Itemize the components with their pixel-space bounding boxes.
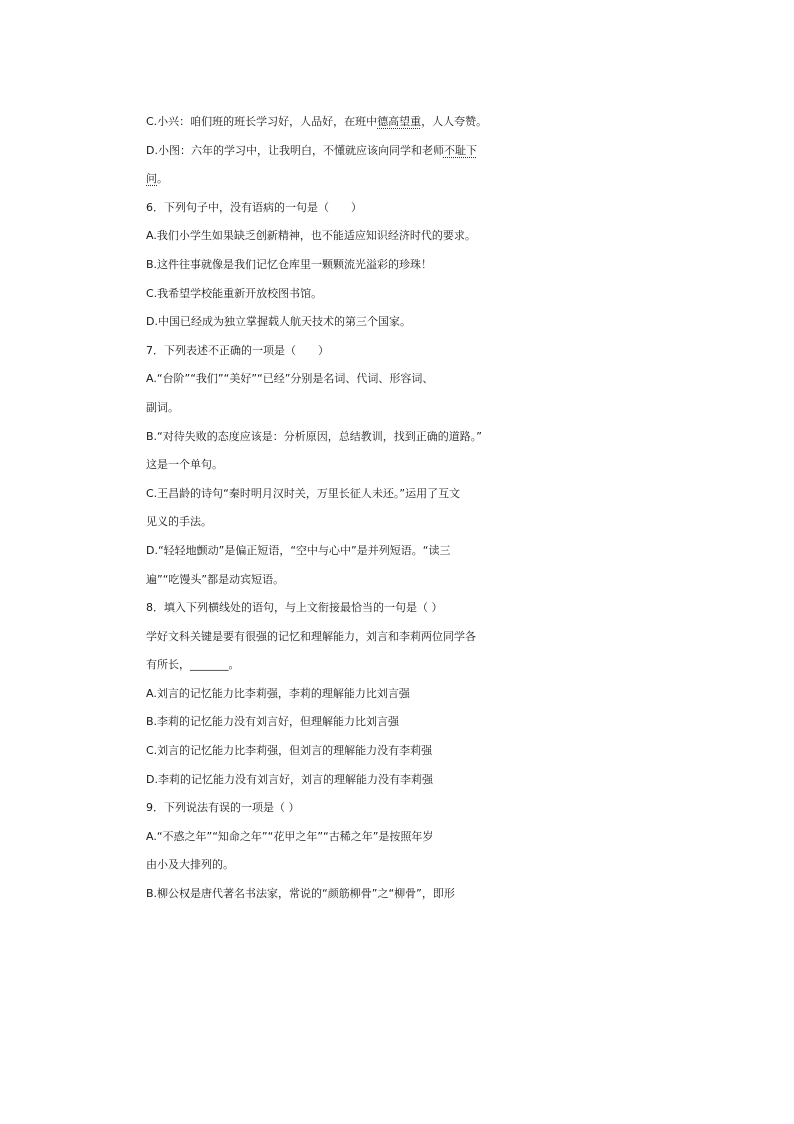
text-line	[146, 651, 486, 680]
line-text: 7．下列表述不正确的一项是（ ）	[146, 343, 329, 357]
text-line	[146, 108, 486, 137]
line-text: A.“不惑之年”“知命之年”“花甲之年”“古稀之年”是按照年岁	[146, 829, 434, 843]
line-text: B.“对待失败的态度应该是：分析原因，总结教训，找到正确的道路。”	[146, 429, 482, 443]
line-text: C.小兴：咱们班的班长学习好，人品好，在班中	[146, 115, 378, 128]
line-text: 有所长，_______。	[146, 658, 240, 672]
text-line	[146, 537, 486, 566]
text-line	[146, 594, 486, 623]
text-line	[146, 508, 486, 537]
line-text: D.“轻轻地颤动”是偏正短语，“空中与心中”是并列短语。“读三	[146, 543, 451, 557]
text-line	[146, 280, 486, 309]
text-line	[146, 480, 486, 509]
text-line	[146, 365, 486, 394]
text-line	[146, 708, 486, 737]
line-text: B.这件往事就像是我们记忆仓库里一颗颗流光溢彩的珍珠！	[146, 257, 433, 271]
text-line	[146, 880, 486, 909]
line-text: ，人人夸赞。	[421, 115, 488, 128]
line-text: D.小图：六年的学习中，让我明白，不懂就应该向同学和老师	[146, 143, 444, 157]
line-text: 这是一个单句。	[146, 458, 223, 472]
line-text: B.柳公权是唐代著名书法家，常说的“颜筋柳骨”之“柳骨”，即形	[146, 887, 455, 901]
text-line	[146, 737, 486, 766]
line-text: C.我希望学校能重新开放校图书馆。	[146, 286, 323, 300]
text-line	[146, 337, 486, 366]
text-line	[146, 251, 486, 280]
emphasized-word: 德高望重	[377, 115, 422, 128]
line-text: 遍”“吃馒头”都是动宾短语。	[146, 572, 285, 586]
text-line	[146, 222, 486, 251]
line-text: 。	[157, 172, 168, 186]
exam-text-block	[146, 108, 486, 909]
line-text: 9．下列说法有误的一项是（ ）	[146, 801, 300, 815]
line-text: D.中国已经成为独立掌握载人航天技术的第三个国家。	[146, 315, 411, 329]
line-text: A.刘言的记忆能力比李莉强，李莉的理解能力比刘言强	[146, 686, 410, 700]
text-line	[146, 823, 486, 852]
line-text: 8．填入下列横线处的语句，与上文衔接最恰当的一句是（ ）	[146, 601, 443, 615]
line-text: A.“台阶”“我们”“美好”“已经”分别是名词、代词、形容词、	[146, 372, 434, 386]
line-text: D.李莉的记忆能力没有刘言好，刘言的理解能力没有李莉强	[146, 772, 433, 786]
line-text: 学好文科关键是要有很强的记忆和理解能力，刘言和李莉两位同学各	[146, 629, 476, 643]
line-text: 6．下列句子中，没有语病的一句是（ ）	[146, 200, 362, 214]
text-line	[146, 680, 486, 709]
text-line	[146, 623, 486, 652]
text-line	[146, 451, 486, 480]
text-line	[146, 566, 486, 595]
line-text: C.刘言的记忆能力比李莉强，但刘言的理解能力没有李莉强	[146, 744, 433, 758]
line-text: 由小及大排列的。	[146, 858, 234, 872]
line-text: 副词。	[146, 400, 179, 414]
text-line	[146, 851, 486, 880]
line-text: B.李莉的记忆能力没有刘言好，但理解能力比刘言强	[146, 715, 400, 729]
emphasized-word: 不耻下	[443, 143, 477, 157]
text-line	[146, 194, 486, 223]
text-line	[146, 794, 486, 823]
line-text: 见义的手法。	[146, 515, 212, 529]
text-line	[146, 394, 486, 423]
text-line	[146, 766, 486, 795]
emphasized-word: 问	[146, 172, 157, 186]
line-text: A.我们小学生如果缺乏创新精神，也不能适应知识经济时代的要求。	[146, 229, 476, 243]
text-line	[146, 137, 486, 166]
text-line	[146, 165, 486, 194]
text-line	[146, 423, 486, 452]
text-line	[146, 308, 486, 337]
line-text: C.王昌龄的诗句“秦时明月汉时关，万里长征人未还。”运用了互文	[146, 486, 461, 500]
